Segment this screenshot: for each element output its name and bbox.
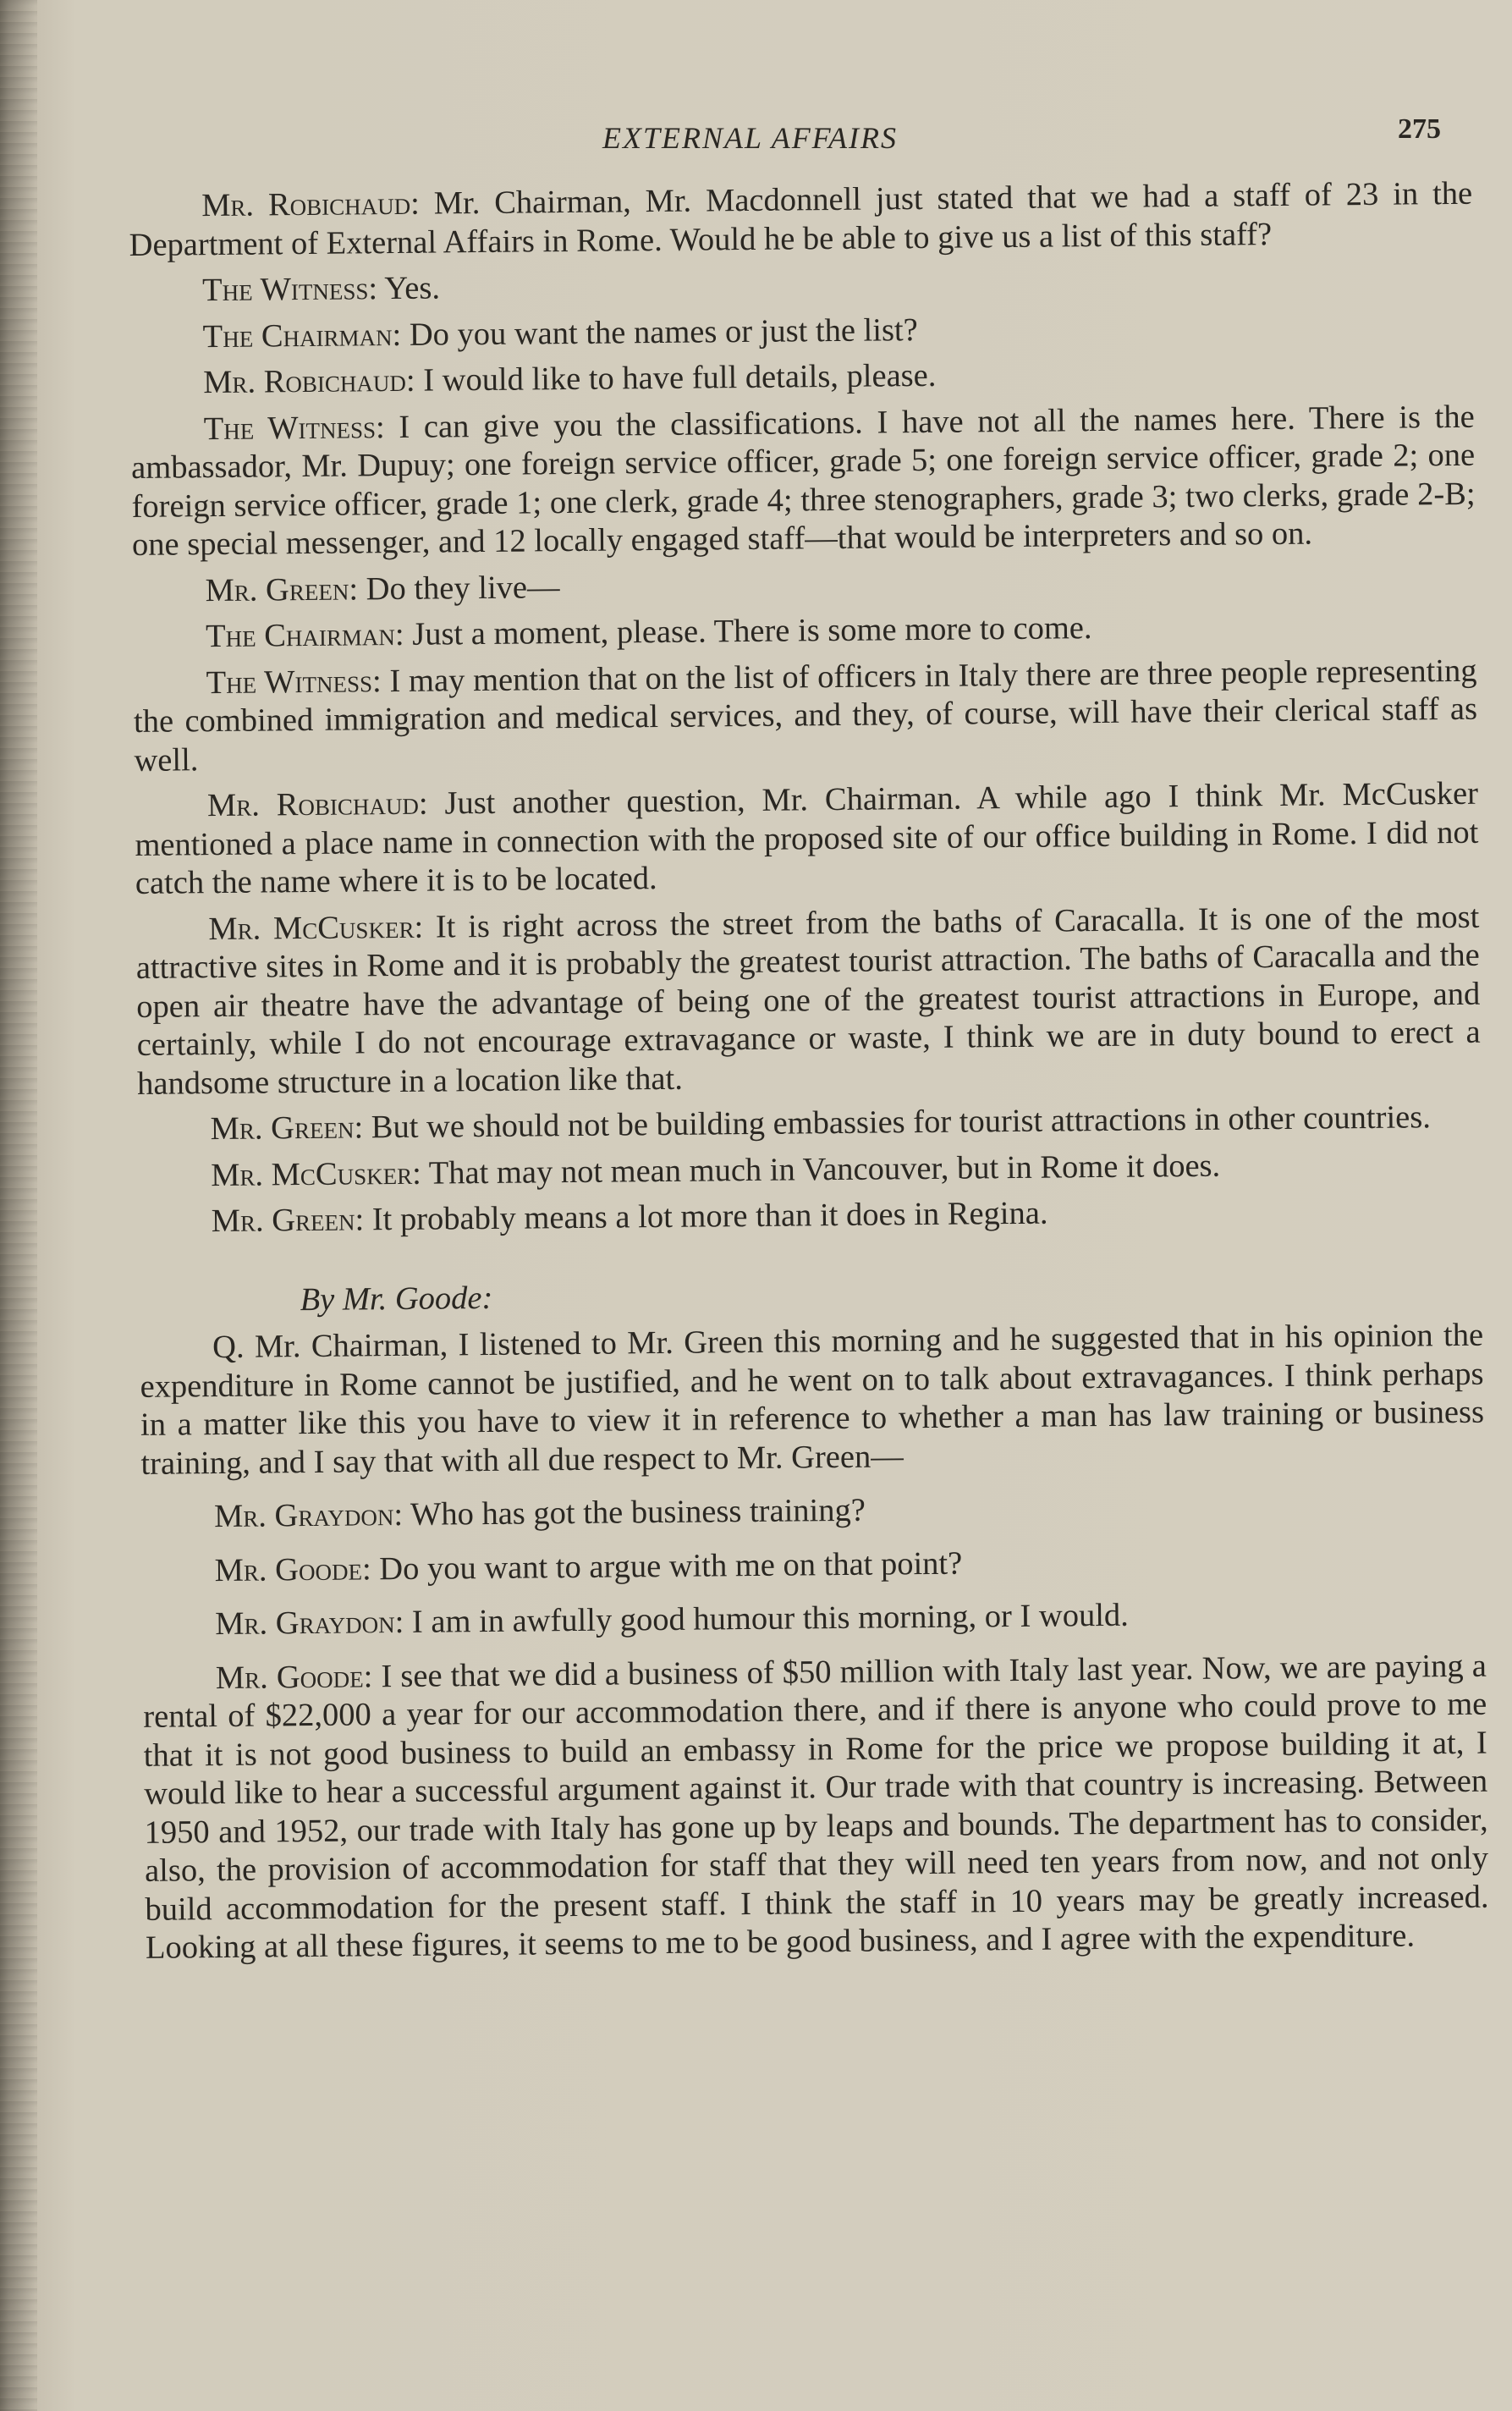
speaker-name: Mr. Graydon: [213,1496,404,1535]
paragraph-text: I can give you the classifications. I have not all the names here. There is the ambassador, Mr. Dupuy; one foreign service officer, grade 5; one foreign service officer, grade 2; one foreign service officer, grade 1; one clerk, grade 4; three stenographers, grade 3; two clerks, grade 2-B; one special messenger, and 12 locally engaged staff—that would be interpreters and so on. [130,399,1476,563]
paragraph-text: I see that we did a business of $50 million with Italy last year. Now, we are paying a rental of $22,000 a year for our accommodation there, and if there is anyone who could prove to me that it is not good business to build an embassy in Rome for the price we propose building it at, I would like to hear a successful argument against it. Our trade with that country is increasing. Between 1950 and 1952, our trade with Italy has gone up by leaps and bounds. The department has to consider, also, the provision of accommodation for staff that they will need ten years from now, and not only build accommodation for the present staff. I think the staff in 10 years may be greatly increased. Looking at all these figures, it seems to me to be good business, and I agree with the expenditure. [143,1648,1489,1966]
speaker-name: Mr. Robichaud: [201,185,421,224]
paragraph [130,352,1474,404]
speaker-name: The Chairman: [202,317,402,355]
speaker-name: The Witness: [206,663,382,701]
paragraph [133,606,1476,658]
paragraph [137,1098,1481,1150]
speaker-name: Mr. Green: [205,570,359,608]
paragraph-text: It is right across the street from the baths of Caracalla. It is one of the most attractive sites in Rome and it is probably the greatest tourist attraction. The baths of Caracalla and the open air theatre have the advantage of being one of the greatest tourist attractions in Europe, and certainly, while I do not encourage extravagance or waste, I think we are in duty bound to erect a handsome structure in a location like that. [135,899,1481,1102]
speaker-name: Mr. Goode: [215,1658,373,1696]
speaker-name: The Witness: [201,271,378,309]
paragraph [135,775,1479,904]
paragraph [129,306,1473,357]
speaker-name: Mr. Green: [211,1202,365,1240]
speaker-name: Mr. Graydon: [215,1604,404,1643]
paragraph [138,1144,1482,1196]
paragraph-text: Do they live— [357,569,560,607]
paragraph-text: But we should not be building embassies for tourist attractions in other countries. [362,1099,1432,1146]
speaker-name: Mr. Green: [210,1109,364,1148]
page-header [0,113,1512,164]
paragraph-text: Do you want the names or just the list? [400,311,918,353]
paragraph [139,1191,1482,1242]
paragraph-text: Do you want to argue with me on that point? [371,1545,963,1587]
speaker-name: Mr. Goode: [214,1550,371,1588]
paragraph-text: Just another question, Mr. Chairman. A while ago I think Mr. McCusker mentioned a place name in connection with the proposed site of our office building in Rome. I did not catch the name where it is to be located. [135,775,1479,901]
paragraph [142,1594,1486,1645]
paragraph [135,898,1481,1104]
paragraph [143,1647,1489,1968]
paragraph-text: Who has got the business training? [402,1492,866,1533]
paragraph-text: That may not mean much in Vancouver, but in Rome it does. [421,1148,1221,1192]
paragraph-text: I am in awfully good humour this morning, or I would. [404,1597,1129,1640]
paragraph-text: It probably means a lot more than it does in Regina. [364,1195,1048,1238]
speaker-name: Mr. McCusker: [211,1155,422,1193]
speaker-name: Mr. Robichaud: [206,785,428,824]
paragraph [133,652,1477,780]
paragraph [141,1539,1485,1591]
speaker-name: The Witness: [203,409,385,447]
paragraph [141,1486,1485,1538]
paragraph-text: Mr. Chairman, Mr. Macdonnell just stated that we had a staff of 23 in the Department of External Affairs in Rome. Would he be able to give us a list of this staff? [129,175,1473,263]
paragraph [132,559,1476,611]
speaker-name: The Chairman: [205,616,404,655]
paragraph [131,398,1476,564]
speaker-name: Mr. McCusker: [208,909,424,947]
paragraph-text: Yes. [377,270,441,307]
page-number: 275 [1398,113,1441,145]
book-spine-shadow [0,0,37,2411]
paragraph [129,260,1473,311]
question-paragraph: Q. Mr. Chairman, I listened to Mr. Green this morning and he suggested that in his opinion the expenditure in Rome cannot be justified, and he went on to talk about extravagances. I think perhaps in a matter like this you have to view it in reference to whether a man has law training or business training, and I say that with all due respect to Mr. Green— [140,1317,1485,1482]
transcript-body [129,175,1489,1976]
paragraph-text: Just a moment, please. There is some more to come. [404,610,1092,652]
speaker-name: Mr. Robichaud: [203,362,415,401]
running-title: EXTERNAL AFFAIRS [602,121,899,155]
examiner-heading: By Mr. Goode: [300,1280,493,1318]
paragraph-text: I may mention that on the list of officers in Italy there are three people representing the combined immigration and medical services, and they, of course, will have their clerical staff as well. [133,652,1478,779]
paragraph-text: I would like to have full details, please. [415,357,937,399]
paragraph [129,175,1473,265]
